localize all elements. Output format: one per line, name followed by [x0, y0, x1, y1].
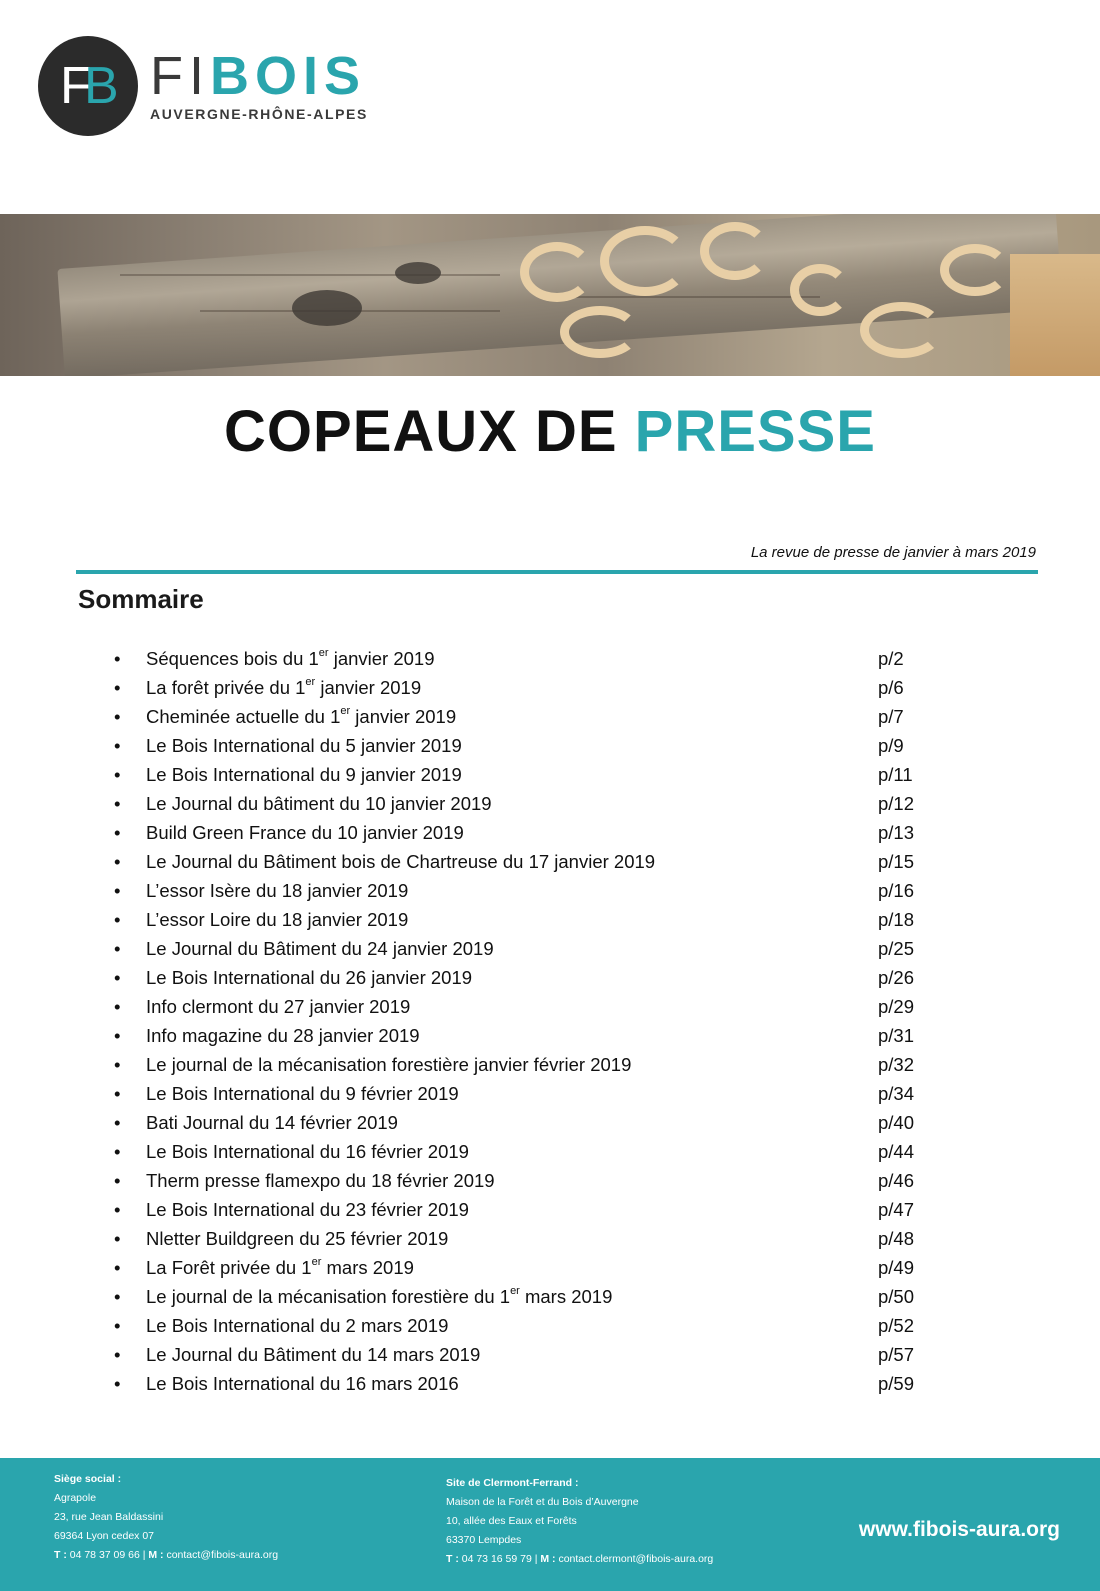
- footer-head-office: [54, 1470, 278, 1565]
- toc-item: [110, 1166, 930, 1195]
- toc-item-title-text: Cheminée actuelle du 1: [146, 706, 341, 727]
- toc-item-title: [146, 1137, 469, 1166]
- toc-item-title: [146, 731, 462, 760]
- toc-item-title-text: Le journal de la mécanisation forestière janvier février 2019: [146, 1054, 632, 1075]
- bullet-icon: •: [114, 1199, 121, 1220]
- banner-grain: [120, 274, 500, 276]
- bullet-icon: •: [114, 1228, 121, 1249]
- bullet-icon: •: [114, 1025, 121, 1046]
- bullet-icon: •: [114, 1344, 121, 1365]
- toc-item-page: p/49: [878, 1257, 915, 1278]
- toc-item-title-text: La Forêt privée du 1: [146, 1257, 312, 1278]
- toc-item: [110, 1369, 930, 1398]
- toc-item-title-text: Le Journal du Bâtiment du 14 mars 2019: [146, 1344, 481, 1365]
- toc-item: [110, 963, 930, 992]
- footer-head-office-line3: 69364 Lyon cedex 07: [54, 1530, 155, 1542]
- footer-head-office-line2: 23, rue Jean Baldassini: [54, 1511, 164, 1523]
- bullet-icon: •: [114, 1054, 121, 1075]
- bullet-icon: •: [114, 706, 121, 727]
- toc-item: [110, 789, 930, 818]
- bullet-icon: •: [114, 1257, 121, 1278]
- footer-head-office-heading: Siège social :: [54, 1473, 122, 1485]
- bullet-icon: •: [114, 1112, 121, 1133]
- banner-shaving: [860, 302, 944, 358]
- footer-clermont-site: [446, 1474, 713, 1569]
- toc-item-title: [146, 1195, 469, 1224]
- toc-item: [110, 1282, 930, 1311]
- toc-item-page: p/7: [878, 706, 904, 727]
- banner-shaving: [520, 242, 594, 302]
- bullet-icon: •: [114, 909, 121, 930]
- toc-item-title: [146, 1108, 398, 1137]
- toc-item-title-text: Le Bois International du 2 mars 2019: [146, 1315, 449, 1336]
- toc-item-title: [146, 673, 421, 702]
- footer-mail[interactable]: contact@fibois-aura.org: [163, 1549, 279, 1561]
- toc-item: [110, 1195, 930, 1224]
- toc-item-title-text: Séquences bois du 1: [146, 648, 319, 669]
- footer-clermont-line3: 63370 Lempdes: [446, 1534, 522, 1546]
- fibois-logo: [38, 36, 458, 136]
- toc-item-title-text: L’essor Isère du 18 janvier 2019: [146, 880, 409, 901]
- toc-item-title: [146, 1224, 448, 1253]
- toc-item: [110, 1253, 930, 1282]
- logo-wordmark: [150, 48, 366, 104]
- toc-item-page: p/57: [878, 1344, 915, 1365]
- toc-item-page: p/15: [878, 851, 915, 872]
- banner-grain: [560, 296, 820, 298]
- toc-item-title-text: Build Green France du 10 janvier 2019: [146, 822, 464, 843]
- logo-region: AUVERGNE-RHÔNE-ALPES: [150, 106, 368, 122]
- toc-item-title-text: Nletter Buildgreen du 25 février 2019: [146, 1228, 449, 1249]
- toc-item-page: p/52: [878, 1315, 915, 1336]
- toc-item-page: p/44: [878, 1141, 915, 1162]
- bullet-icon: •: [114, 1141, 121, 1162]
- toc-item-page: p/13: [878, 822, 915, 843]
- toc-item-title-text: Le Bois International du 26 janvier 2019: [146, 967, 473, 988]
- toc-item-title-text: Bati Journal du 14 février 2019: [146, 1112, 398, 1133]
- logo-word-fi: FI: [150, 46, 210, 106]
- toc-item-title-text: Info magazine du 28 janvier 2019: [146, 1025, 420, 1046]
- toc-item: [110, 731, 930, 760]
- bullet-icon: •: [114, 1170, 121, 1191]
- banner-shaving: [600, 226, 690, 296]
- toc-item-page: p/9: [878, 735, 904, 756]
- toc-item-page: p/18: [878, 909, 915, 930]
- footer-tel: 04 78 37 09 66 |: [66, 1549, 149, 1561]
- toc-item: [110, 1021, 930, 1050]
- title-part-2: PRESSE: [634, 399, 876, 464]
- bullet-icon: •: [114, 648, 121, 669]
- toc-item-page: p/46: [878, 1170, 915, 1191]
- logo-mark-b: B: [84, 57, 119, 115]
- toc-item-title-text: Le Bois International du 23 février 2019: [146, 1199, 469, 1220]
- banner-shaving: [940, 244, 1010, 296]
- toc-item-page: p/32: [878, 1054, 915, 1075]
- toc-item: [110, 760, 930, 789]
- toc-item-title-text: L’essor Loire du 18 janvier 2019: [146, 909, 409, 930]
- toc-item-title-suffix: mars 2019: [519, 1286, 613, 1307]
- toc-item-title-text: Le Bois International du 5 janvier 2019: [146, 735, 462, 756]
- toc-item-title-text: Info clermont du 27 janvier 2019: [146, 996, 411, 1017]
- bullet-icon: •: [114, 1315, 121, 1336]
- toc-item-page: p/29: [878, 996, 915, 1017]
- toc-item-title: [146, 1340, 480, 1369]
- toc-item-title: [146, 876, 408, 905]
- toc-item: [110, 673, 930, 702]
- footer-head-office-contact: [54, 1546, 278, 1565]
- toc-item-title-suffix: mars 2019: [321, 1257, 414, 1278]
- summary-heading: Sommaire: [78, 584, 204, 614]
- toc-item-title: [146, 992, 410, 1021]
- toc-item-page: p/48: [878, 1228, 915, 1249]
- toc-item-title-text: Le Journal du bâtiment du 10 janvier 2019: [146, 793, 492, 814]
- toc-item-title-suffix: janvier 2019: [350, 706, 457, 727]
- toc-item-title: [146, 1369, 459, 1398]
- toc-item-title: [146, 1253, 414, 1282]
- toc-item-page: p/31: [878, 1025, 915, 1046]
- logo-mark-circle: [38, 36, 138, 136]
- toc-item: [110, 934, 930, 963]
- bullet-icon: •: [114, 967, 121, 988]
- toc-item: [110, 644, 930, 673]
- toc-item-title: [146, 1311, 448, 1340]
- toc-item-page: p/47: [878, 1199, 915, 1220]
- bullet-icon: •: [114, 1083, 121, 1104]
- toc-item-ordinal: er: [510, 1285, 520, 1297]
- toc-item: [110, 818, 930, 847]
- footer-mail-label: M :: [148, 1549, 164, 1561]
- toc-item: [110, 1224, 930, 1253]
- toc-item-title: [146, 760, 462, 789]
- footer: [0, 1458, 1100, 1591]
- toc-item-title-text: Le Journal du Bâtiment bois de Chartreuse du 17 janvier 2019: [146, 851, 656, 872]
- toc-item-title: [146, 644, 435, 673]
- logo-mark-f: F: [60, 57, 86, 115]
- toc-item-title-text: Le journal de la mécanisation forestière du 1: [146, 1286, 511, 1307]
- bullet-icon: •: [114, 822, 121, 843]
- toc-item-title: [146, 934, 494, 963]
- toc-item: [110, 847, 930, 876]
- bullet-icon: •: [114, 851, 121, 872]
- toc-item-page: p/59: [878, 1373, 915, 1394]
- toc-item: [110, 1311, 930, 1340]
- toc-item: [110, 1079, 930, 1108]
- page-title: [0, 398, 1100, 466]
- toc-item-title: [146, 1079, 459, 1108]
- footer-tel-label: T :: [54, 1549, 67, 1561]
- toc-item-title-text: Le Bois International du 16 mars 2016: [146, 1373, 459, 1394]
- toc-item: [110, 876, 930, 905]
- toc-item: [110, 992, 930, 1021]
- footer-website-link[interactable]: www.fibois-aura.org: [858, 1518, 1060, 1541]
- bullet-icon: •: [114, 1286, 121, 1307]
- table-of-contents: [110, 644, 930, 1398]
- toc-item-title-text: Le Bois International du 9 janvier 2019: [146, 764, 462, 785]
- toc-item-page: p/11: [878, 764, 913, 785]
- toc-item-title: [146, 1282, 612, 1311]
- toc-item-page: p/26: [878, 967, 915, 988]
- footer-clermont-contact: [446, 1550, 713, 1569]
- footer-clermont-mail[interactable]: contact.clermont@fibois-aura.org: [555, 1553, 714, 1565]
- toc-item: [110, 1340, 930, 1369]
- footer-clermont-tel: 04 73 16 59 79 |: [458, 1553, 541, 1565]
- footer-clermont-tel-label: T :: [446, 1553, 459, 1565]
- banner-knot: [292, 290, 362, 326]
- toc-item-title: [146, 905, 408, 934]
- bullet-icon: •: [114, 735, 121, 756]
- toc-item-title-text: Le Bois International du 9 février 2019: [146, 1083, 459, 1104]
- toc-item-title: [146, 818, 464, 847]
- toc-item-title: [146, 1166, 495, 1195]
- toc-item-page: p/16: [878, 880, 915, 901]
- toc-item-page: p/6: [878, 677, 904, 698]
- footer-clermont-heading: Site de Clermont-Ferrand :: [446, 1477, 579, 1489]
- bullet-icon: •: [114, 793, 121, 814]
- toc-item-ordinal: er: [305, 676, 316, 688]
- toc-item-title-suffix: janvier 2019: [315, 677, 422, 698]
- page-subtitle: La revue de presse de janvier à mars 2019: [750, 544, 1036, 561]
- banner-shaving: [700, 222, 770, 280]
- logo-word-bois: BOIS: [210, 46, 367, 106]
- footer-clermont-line1: Maison de la Forêt et du Bois d’Auvergne: [446, 1496, 639, 1508]
- toc-item-title-text: Le Journal du Bâtiment du 24 janvier 2019: [146, 938, 494, 959]
- banner-wood-end: [1010, 254, 1100, 376]
- banner-shaving: [560, 306, 640, 358]
- toc-item-ordinal: er: [340, 705, 351, 717]
- accent-rule: [76, 570, 1038, 574]
- toc-item-title-text: La forêt privée du 1: [146, 677, 306, 698]
- toc-item-title-text: Therm presse flamexpo du 18 février 2019: [146, 1170, 495, 1191]
- toc-item-title: [146, 789, 492, 818]
- toc-item-page: p/2: [878, 648, 904, 669]
- toc-item-title: [146, 702, 456, 731]
- footer-clermont-line2: 10, allée des Eaux et Forêts: [446, 1515, 577, 1527]
- toc-item-page: p/34: [878, 1083, 915, 1104]
- title-part-1: COPEAUX DE: [224, 399, 635, 464]
- bullet-icon: •: [114, 764, 121, 785]
- toc-item-ordinal: er: [311, 1256, 322, 1268]
- footer-head-office-line1: Agrapole: [54, 1492, 97, 1504]
- toc-item-page: p/50: [878, 1286, 915, 1307]
- toc-item-title-suffix: janvier 2019: [328, 648, 435, 669]
- toc-item: [110, 905, 930, 934]
- bullet-icon: •: [114, 996, 121, 1017]
- banner-shaving: [790, 264, 850, 316]
- toc-item-page: p/25: [878, 938, 915, 959]
- toc-item-title: [146, 847, 655, 876]
- bullet-icon: •: [114, 880, 121, 901]
- bullet-icon: •: [114, 1373, 121, 1394]
- toc-item-title-text: Le Bois International du 16 février 2019: [146, 1141, 469, 1162]
- toc-item: [110, 1137, 930, 1166]
- banner-knot: [395, 262, 441, 284]
- toc-item-title: [146, 1050, 631, 1079]
- bullet-icon: •: [114, 938, 121, 959]
- toc-item: [110, 1050, 930, 1079]
- toc-item-page: p/12: [878, 793, 915, 814]
- footer-clermont-mail-label: M :: [540, 1553, 556, 1565]
- toc-item: [110, 1108, 930, 1137]
- bullet-icon: •: [114, 677, 121, 698]
- toc-item-page: p/40: [878, 1112, 915, 1133]
- toc-item-title: [146, 1021, 420, 1050]
- toc-item-title: [146, 963, 472, 992]
- banner-wood-shavings-image: [0, 214, 1100, 376]
- toc-item: [110, 702, 930, 731]
- toc-item-ordinal: er: [318, 647, 329, 659]
